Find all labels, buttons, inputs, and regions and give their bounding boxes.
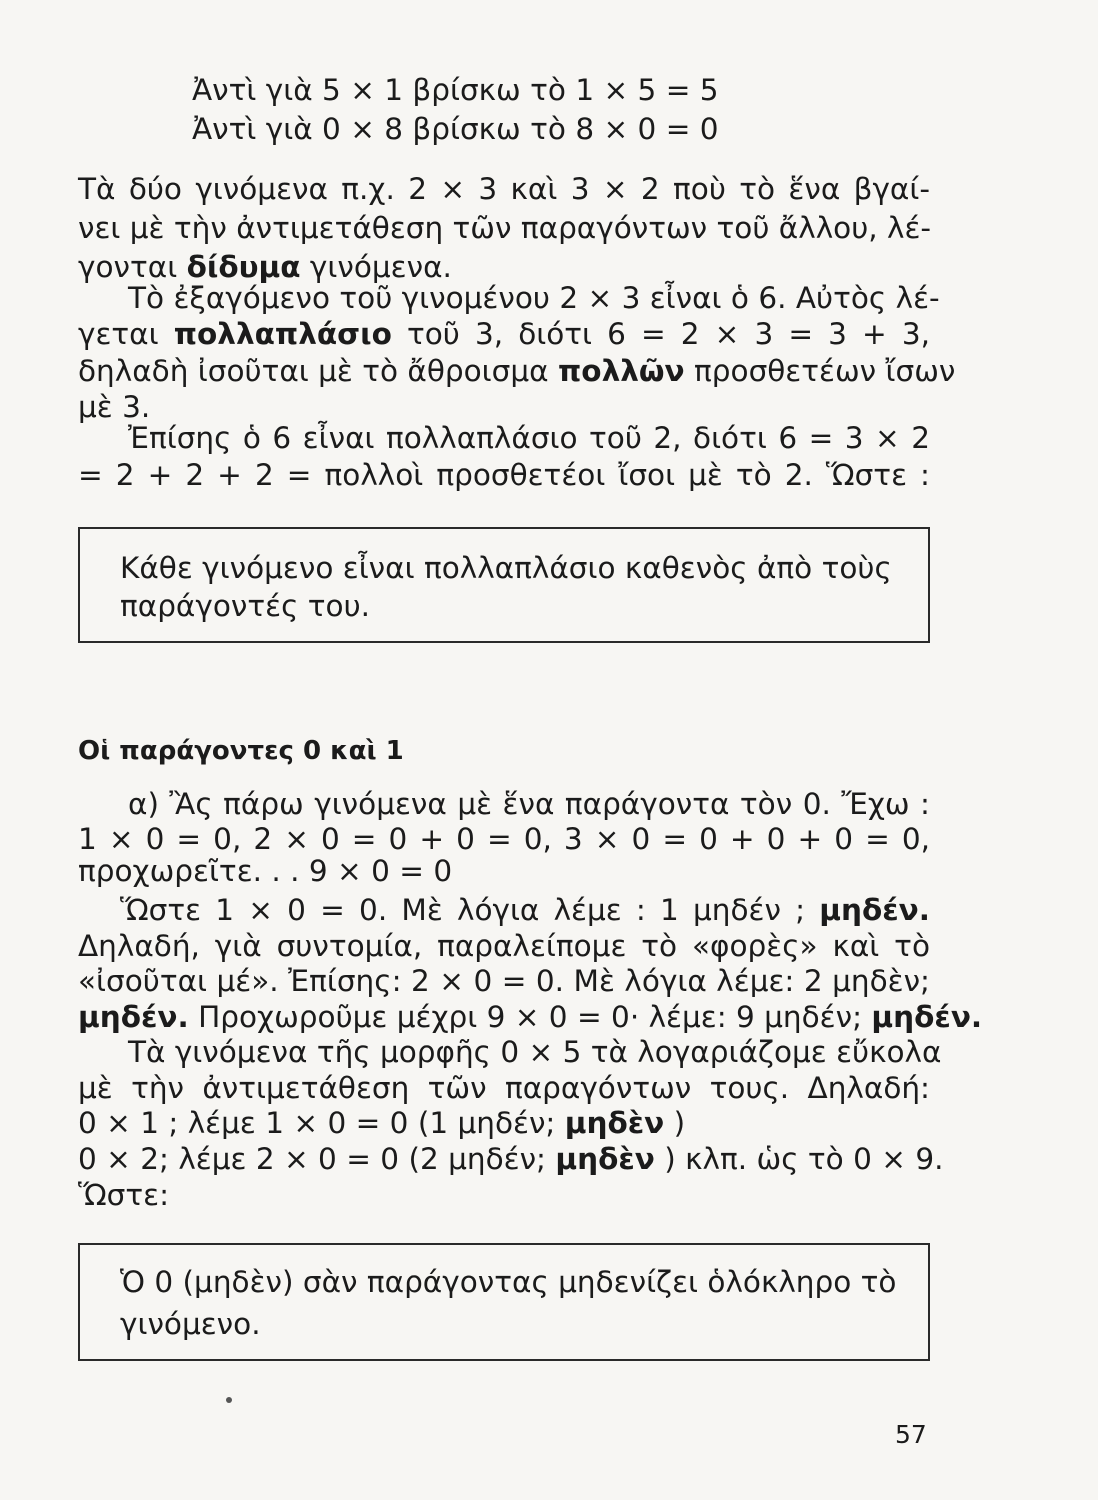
para5-line-1 xyxy=(120,893,930,927)
section-heading: Οἱ παράγοντες 0 καὶ 1 xyxy=(78,736,404,766)
para1-line-3 xyxy=(78,250,452,284)
term-pollaplasio: πολλαπλάσιο xyxy=(173,317,392,351)
rule-box-zero xyxy=(78,1243,930,1361)
box2-line-1: Ὁ 0 (μηδὲν) σὰν παράγοντας μηδενίζει ὁλόκληρο τὸ xyxy=(120,1265,897,1299)
para6-text: 0 × 2; λέμε 2 × 0 = 0 (2 μηδέν; xyxy=(78,1142,546,1176)
para1-text: γινόμενα. xyxy=(309,250,452,284)
term-miden: μηδὲν xyxy=(564,1106,665,1140)
para4-line-3: προχωρεῖτε. . . 9 × 0 = 0 xyxy=(78,854,453,888)
ink-dot xyxy=(226,1397,232,1403)
para2-line-4: μὲ 3. xyxy=(78,390,151,424)
box2-line-2: γινόμενο. xyxy=(120,1307,261,1341)
para5-line-2: Δηλαδή, γιὰ συντομία, παραλείπομε τὸ «φορὲς» καὶ τὸ xyxy=(78,929,930,963)
para5-text: Προχωροῦμε μέχρι 9 × 0 = 0· λέμε: 9 μηδέν; xyxy=(198,1000,863,1034)
para2-text: προσθετέων ἴσων xyxy=(694,354,956,388)
rule-box-multiples xyxy=(78,527,930,643)
box1-line-1: Κάθε γινόμενο εἶναι πολλαπλάσιο καθενὸς ἀπὸ τοὺς xyxy=(120,551,892,585)
para6-text: ) xyxy=(673,1106,686,1140)
para2-line-2 xyxy=(78,317,930,351)
page-number: 57 xyxy=(895,1420,927,1449)
para6-text: ) κλπ. ὡς τὸ 0 × 9. xyxy=(664,1142,944,1176)
term-miden: μηδέν. xyxy=(78,1000,189,1034)
intro-line-1: Ἀντὶ γιὰ 5 × 1 βρίσκω τὸ 1 × 5 = 5 xyxy=(192,73,719,107)
para2-text: τοῦ 3, διότι 6 = 2 × 3 = 3 + 3, xyxy=(407,317,930,351)
para6-line-1: Τὰ γινόμενα τῆς μορφῆς 0 × 5 τὰ λογαριάζομε εὔκολα xyxy=(128,1035,942,1069)
para3-line-1: Ἐπίσης ὁ 6 εἶναι πολλαπλάσιο τοῦ 2, διότι 6 = 3 × 2 xyxy=(128,421,930,455)
para2-text: γεται xyxy=(78,317,159,351)
para2-line-3 xyxy=(78,354,956,388)
para6-line-3 xyxy=(78,1106,686,1140)
para1-text: γονται xyxy=(78,250,178,284)
para4-line-2: 1 × 0 = 0, 2 × 0 = 0 + 0 = 0, 3 × 0 = 0 + 0 + 0 = 0, xyxy=(78,822,930,856)
intro-line-2: Ἀντὶ γιὰ 0 × 8 βρίσκω τὸ 8 × 0 = 0 xyxy=(192,112,719,146)
term-pollon: πολλῶν xyxy=(557,354,685,388)
term-didyma: δίδυμα xyxy=(186,250,301,284)
box1-line-2: παράγοντές του. xyxy=(120,589,371,623)
para5-line-4 xyxy=(78,1000,983,1034)
para6-text: 0 × 1 ; λέμε 1 × 0 = 0 (1 μηδέν; xyxy=(78,1106,556,1140)
para2-line-1: Τὸ ἐξαγόμενο τοῦ γινομένου 2 × 3 εἶναι ὁ 6. Αὐτὸς λέ- xyxy=(128,281,940,315)
para6-line-5: Ὥστε: xyxy=(78,1178,170,1212)
term-miden: μηδὲν xyxy=(555,1142,655,1176)
para6-line-2: μὲ τὴν ἀντιμετάθεση τῶν παραγόντων τους. Δηλαδή: xyxy=(78,1071,930,1105)
term-miden: μηδέν. xyxy=(819,893,930,927)
para5-text: Ὥστε 1 × 0 = 0. Μὲ λόγια λέμε : 1 μηδέν ; xyxy=(120,893,806,927)
para4-line-1: α) Ἂς πάρω γινόμενα μὲ ἕνα παράγοντα τὸν 0. Ἔχω : xyxy=(128,787,930,821)
para1-line-2: νει μὲ τὴν ἀντιμετάθεση τῶν παραγόντων τοῦ ἄλλου, λέ- xyxy=(78,211,932,245)
para5-line-3: «ἰσοῦται μέ». Ἐπίσης: 2 × 0 = 0. Μὲ λόγια λέμε: 2 μηδὲν; xyxy=(78,964,930,998)
para6-line-4 xyxy=(78,1142,944,1176)
term-miden: μηδέν. xyxy=(871,1000,983,1034)
para1-line-1: Τὰ δύο γινόμενα π.χ. 2 × 3 καὶ 3 × 2 ποὺ τὸ ἕνα βγαί- xyxy=(78,172,930,206)
para3-line-2: = 2 + 2 + 2 = πολλοὶ προσθετέοι ἴσοι μὲ τὸ 2. Ὥστε : xyxy=(78,458,930,492)
para2-text: δηλαδὴ ἰσοῦται μὲ τὸ ἄθροισμα xyxy=(78,354,549,388)
